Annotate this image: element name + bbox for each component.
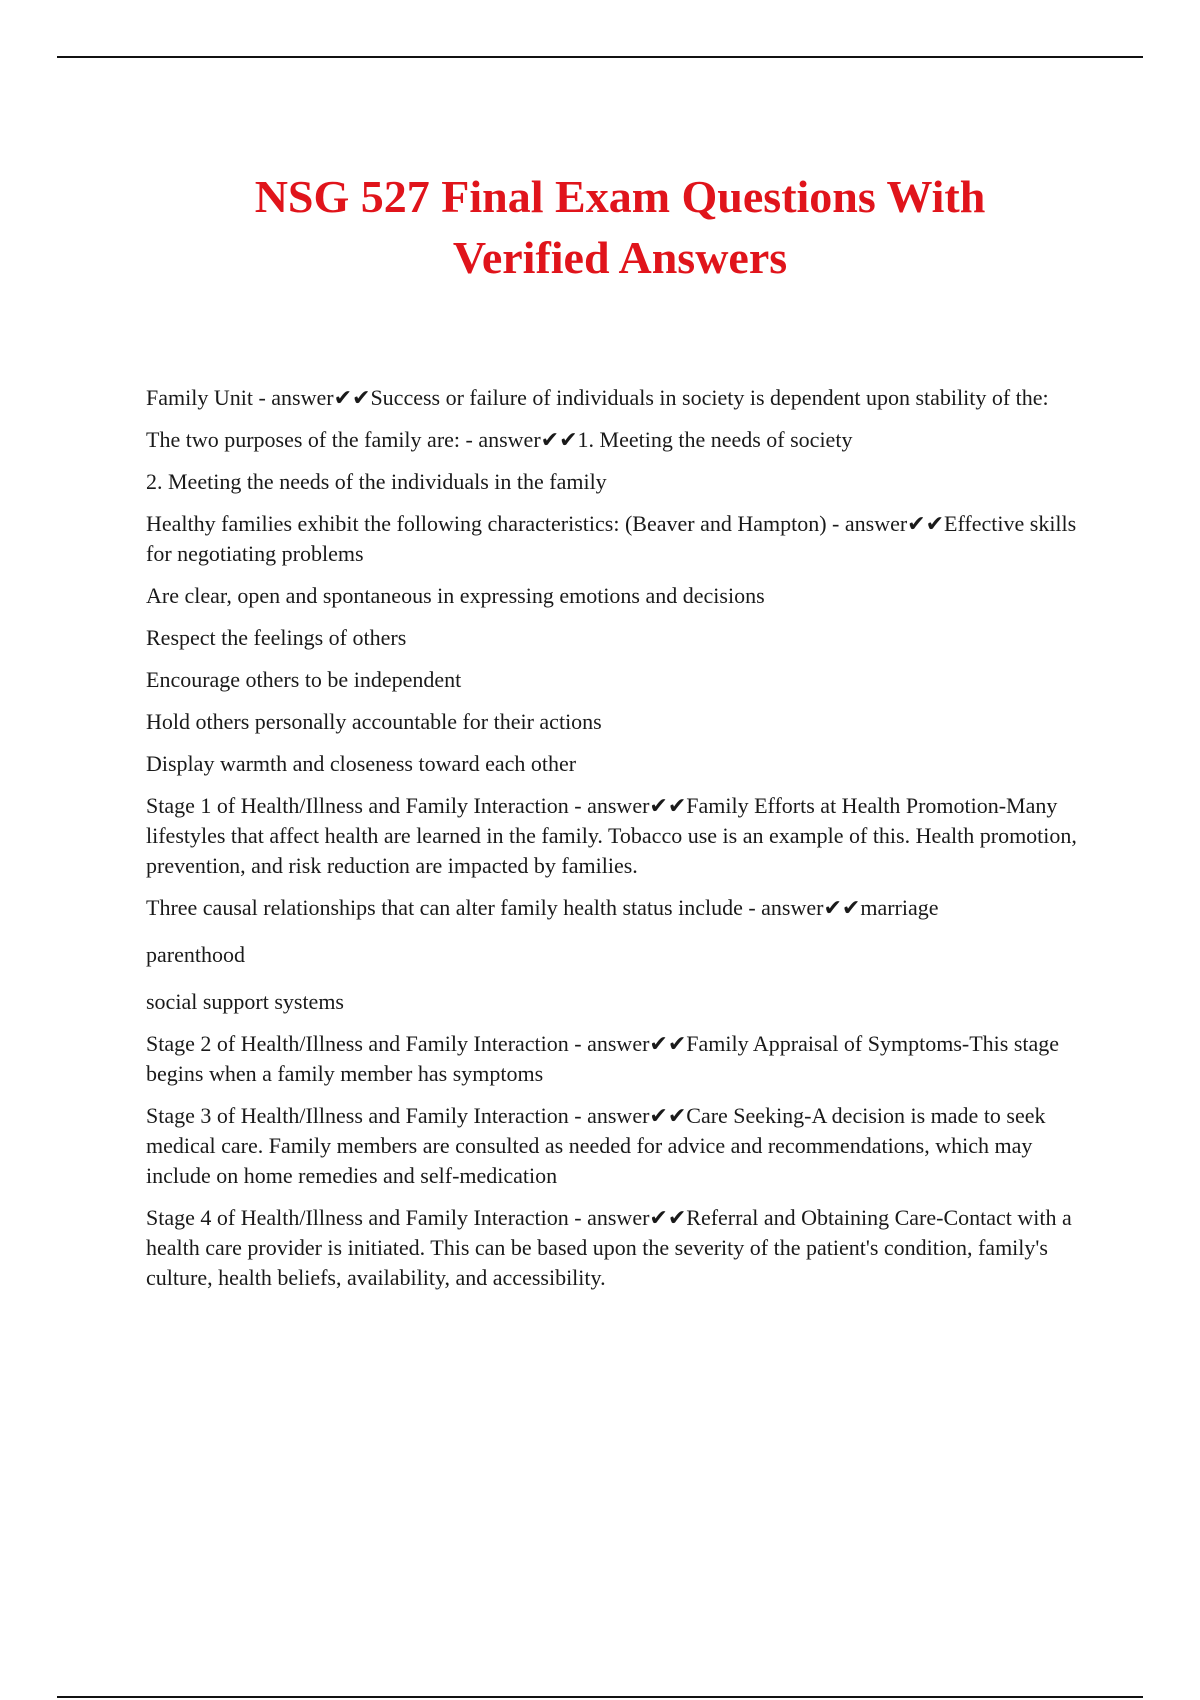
paragraph-causal-relationships: Three causal relationships that can alter family health status include - answer✔✔marriage [146,895,939,920]
title-line-2: Verified Answers [452,232,788,283]
paragraph-two-purposes: The two purposes of the family are: - answer✔✔1. Meeting the needs of society [146,427,853,452]
paragraph-characteristic: Respect the feelings of others [146,625,407,650]
paragraph-stage-2: Stage 2 of Health/Illness and Family Interaction - answer✔✔Family Appraisal of Symptoms-This stage begins when a family member has symptoms [146,1031,1060,1086]
paragraph-social-support: social support systems [146,989,344,1014]
title-line-1: NSG 527 Final Exam Questions With [254,171,986,222]
paragraph-characteristic: Are clear, open and spontaneous in expressing emotions and decisions [146,583,765,608]
paragraph-characteristic: Display warmth and closeness toward each other [146,751,577,776]
document-body [146,383,1096,1305]
document-title [150,166,1090,288]
paragraph-stage-1: Stage 1 of Health/Illness and Family Interaction - answer✔✔Family Efforts at Health Promotion-Many lifestyles that affect health are learned in the family. Tobacco use is an example of this. Health promotion, prevention, and risk reduction are impacted by families. [146,793,1077,878]
paragraph-stage-3: Stage 3 of Health/Illness and Family Interaction - answer✔✔Care Seeking-A decision is made to seek medical care. Family members are consulted as needed for advice and recommendations, which may include on home remedies and self-medication [146,1103,1046,1188]
paragraph-purpose-2: 2. Meeting the needs of the individuals in the family [146,469,607,494]
paragraph-parenthood: parenthood [146,942,245,967]
paragraph-family-unit: Family Unit - answer✔✔Success or failure of individuals in society is dependent upon stability of the: [146,385,1049,410]
paragraph-characteristic: Hold others personally accountable for their actions [146,709,602,734]
paragraph-stage-4: Stage 4 of Health/Illness and Family Interaction - answer✔✔Referral and Obtaining Care-Contact with a health care provider is initiated. This can be based upon the severity of the patient's condition, family's culture, health beliefs, availability, and accessibility. [146,1205,1072,1290]
paragraph-healthy-families: Healthy families exhibit the following characteristics: (Beaver and Hampton) - answer✔✔Effective skills for negotiating problems [146,511,1077,566]
bottom-rule [57,1696,1143,1698]
paragraph-characteristic: Encourage others to be independent [146,667,462,692]
top-rule [57,56,1143,58]
